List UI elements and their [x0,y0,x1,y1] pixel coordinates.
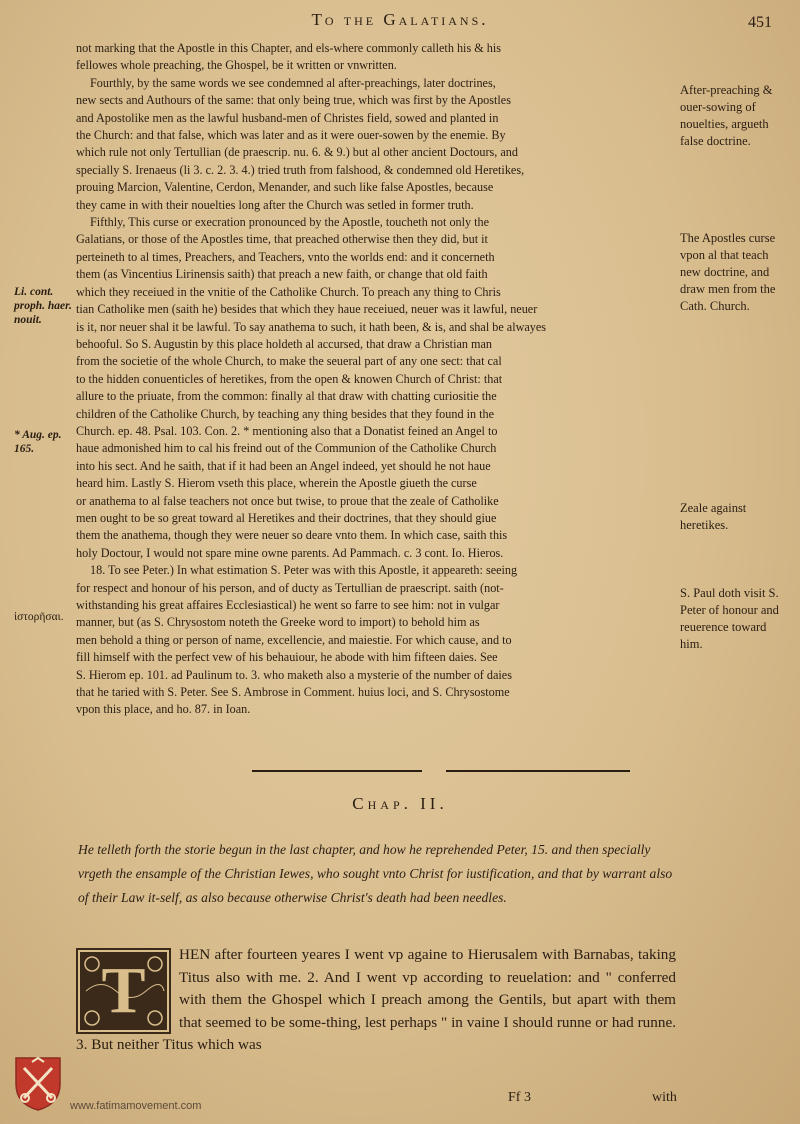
body-line: from the societie of the whole Church, to make the seueral part of any one sect: that cal [76,354,502,369]
body-line: withstanding his great affaires Ecclesiastical) he went so farre to see him: not in vulgar [76,598,500,612]
divider-rule-right [446,770,630,772]
body-line: them the anathema, though they were neuer so deare vnto them. In which case, saith this [76,528,508,543]
catchword: with [652,1090,677,1105]
body-line: them (as Vincentius Lirinensis saith) that preach a new faith, or change that old faith [76,267,488,282]
body-line: Fifthly, This curse or execration pronounced by the Apostle, toucheth not only the [90,215,490,230]
body-line: which rule not only Tertullian (de praescrip. nu. 6. & 9.) but al other ancient Doctours, and [76,145,518,160]
running-head: To the Galatians. [311,10,489,29]
body-line: behooful. So S. Augustin by this place holdeth al accursed, that draw a Christian man [76,336,492,351]
body-line: specially S. Irenaeus (li 3. c. 2. 3. 4.) tried truth from falshood, & condemned old Heretikes, [76,162,525,177]
body-line: the Church: and that false, which was later and as it were ouer-sowen by the enemie. By [76,128,506,143]
papal-keys-shield-icon [12,1054,64,1112]
margin-note-greek: ἱστορῆσαι. [14,611,64,623]
body-line: for respect and honour of his person, and of ducty as Tertullian de praescript. saith (not- [76,580,504,595]
chapter-argument: He telleth forth the storie begun in the last chapter, and how he reprehended Peter, 15. and then specially vrgeth the ensample of the Christian Iewes, who sought vnto Christ for iustification, and that by warrant also of their Law it-self, as also because otherwise Christ's death had been needles. [78,842,673,905]
body-line: manner, but (as S. Chrysostom noteth the Greeke word to import) to behold him as [76,615,480,630]
body-line: men behold a thing or person of name, excellencie, and maiestie. For which cause, and to [76,632,512,647]
body-line: S. Hierom ep. 101. ad Paulinum to. 3. who maketh also a mysterie of the number of daies [76,667,512,682]
body-line: children of the Catholike Church, by teaching any thing besides that they found in the [76,406,494,421]
body-line: Galatians, or those of the Apostles time, that preached otherwise then they did, but it [76,232,488,247]
divider-rule-left [252,770,422,772]
body-line: that he taried with S. Peter. See S. Ambrose in Comment. huius loci, and S. Chrysostome [76,685,510,700]
body-line: heard him. Lastly S. Hierom vseth this place, wherein the Apostle giueth the curse [76,476,477,491]
body-line: Church. ep. 48. Psal. 103. Con. 2. * mentioning also that a Donatist feined an Angel to [76,423,498,438]
body-line: allure to the priuate, from the common: finally al that draw with chatting curiositie the [76,389,497,404]
body-line: haue admonished him to cal his freind out of the Communion of the Catholike Church [76,441,497,456]
body-line: 18. To see Peter.) In what estimation S. Peter was with this Apostle, it appeareth: seeing [90,563,518,578]
body-line: men ought to be so great toward al Heretikes and their doctrines, that they should giue [76,510,497,525]
margin-note-lirin: Li. cont. proph. haer. nouit. [14,286,72,326]
body-line: holy Doctour, I would not spare mine owne parents. Ad Pammach. c. 3 cont. Io. Hieros. [76,545,504,560]
commentary-text [76,40,676,719]
scripture-verse: HEN after fourteen yeares I went vp againe to Hierusalem with Barnabas, taking Titus also with me. 2. And I went vp according to reuelation: and " conferred with them the Ghospel which I preach among the Gentils, but apart with them that seemed to be some-thing, lest perhaps " in vaine I should runne or had runne. 3. But neither Titus which was [76,946,676,1053]
ornamental-initial [76,948,171,1034]
chapter-title: Chap. II. [352,794,448,813]
body-line: fill himself with the perfect vew of his behauiour, he abode with him fifteen daies. See [76,650,498,665]
body-line: not marking that the Apostle in this Chapter, and els-where commonly calleth his & his [76,41,501,55]
body-line: is it, nor neuer shal it be lawful. To say anathema to such, it hath been, & is, and shal be alwayes [76,319,547,334]
body-line: Fourthly, by the same words we see condemned al after-preachings, later doctrines, [90,75,496,90]
margin-note-apostles-curse: The Apostles curse vpon al that teach new doctrine, and draw men from the Cath. Church. [680,231,776,313]
margin-note-zeale: Zeale against heretikes. [680,501,747,532]
signature-mark: Ff 3 [508,1090,531,1105]
body-line: prouing Marcion, Valentine, Cerdon, Menander, and such like false Apostles, because [76,180,494,195]
watermark-url: www.fatimamovement.com [70,1100,202,1112]
body-line: which they receiued in the vnitie of the Catholike Church. To preach any thing to Chris [76,284,501,299]
dropcap-letter: T [101,954,146,1027]
margin-note-after-preaching: After-preaching & ouer-sowing of nouelties, argueth false doctrine. [680,83,773,148]
body-line: perteineth to al times, Preachers, and Teachers, vnto the worlds end: and it concerneth [76,249,495,264]
scripture-text [76,944,676,1057]
body-line: new sects and Authours of the same: that only being true, which was first by the Apostles [76,93,511,108]
body-line: or anathema to al false teachers not once but twise, to proue that the zeale of Catholike [76,493,499,508]
body-line: fellowes whole preaching, the Ghospel, be it written or vnwritten. [76,58,397,73]
body-line: they came in with their nouelties long after the Church was setled in former truth. [76,197,474,212]
body-line: tian Catholike men (saith he) besides that which they haue receiued, neuer was it lawful, neuer [76,302,538,317]
body-line: and Apostolike men as the lawful husband-men of Christes field, sowed and planted in [76,110,499,125]
margin-note-aug: * Aug. ep. 165. [14,429,62,455]
body-line: vpon this place, and ho. 87. in Ioan. [76,702,251,717]
margin-note-s-paul-visit: S. Paul doth visit S. Peter of honour and reuerence toward him. [680,586,779,651]
body-line: to the hidden conuenticles of heretikes, from the open & knowen Church of Christ: that [76,371,503,386]
page-number: 451 [748,14,772,31]
body-line: into his sect. And he saith, that if it had been an Angel indeed, yet should he not haue [76,458,491,473]
